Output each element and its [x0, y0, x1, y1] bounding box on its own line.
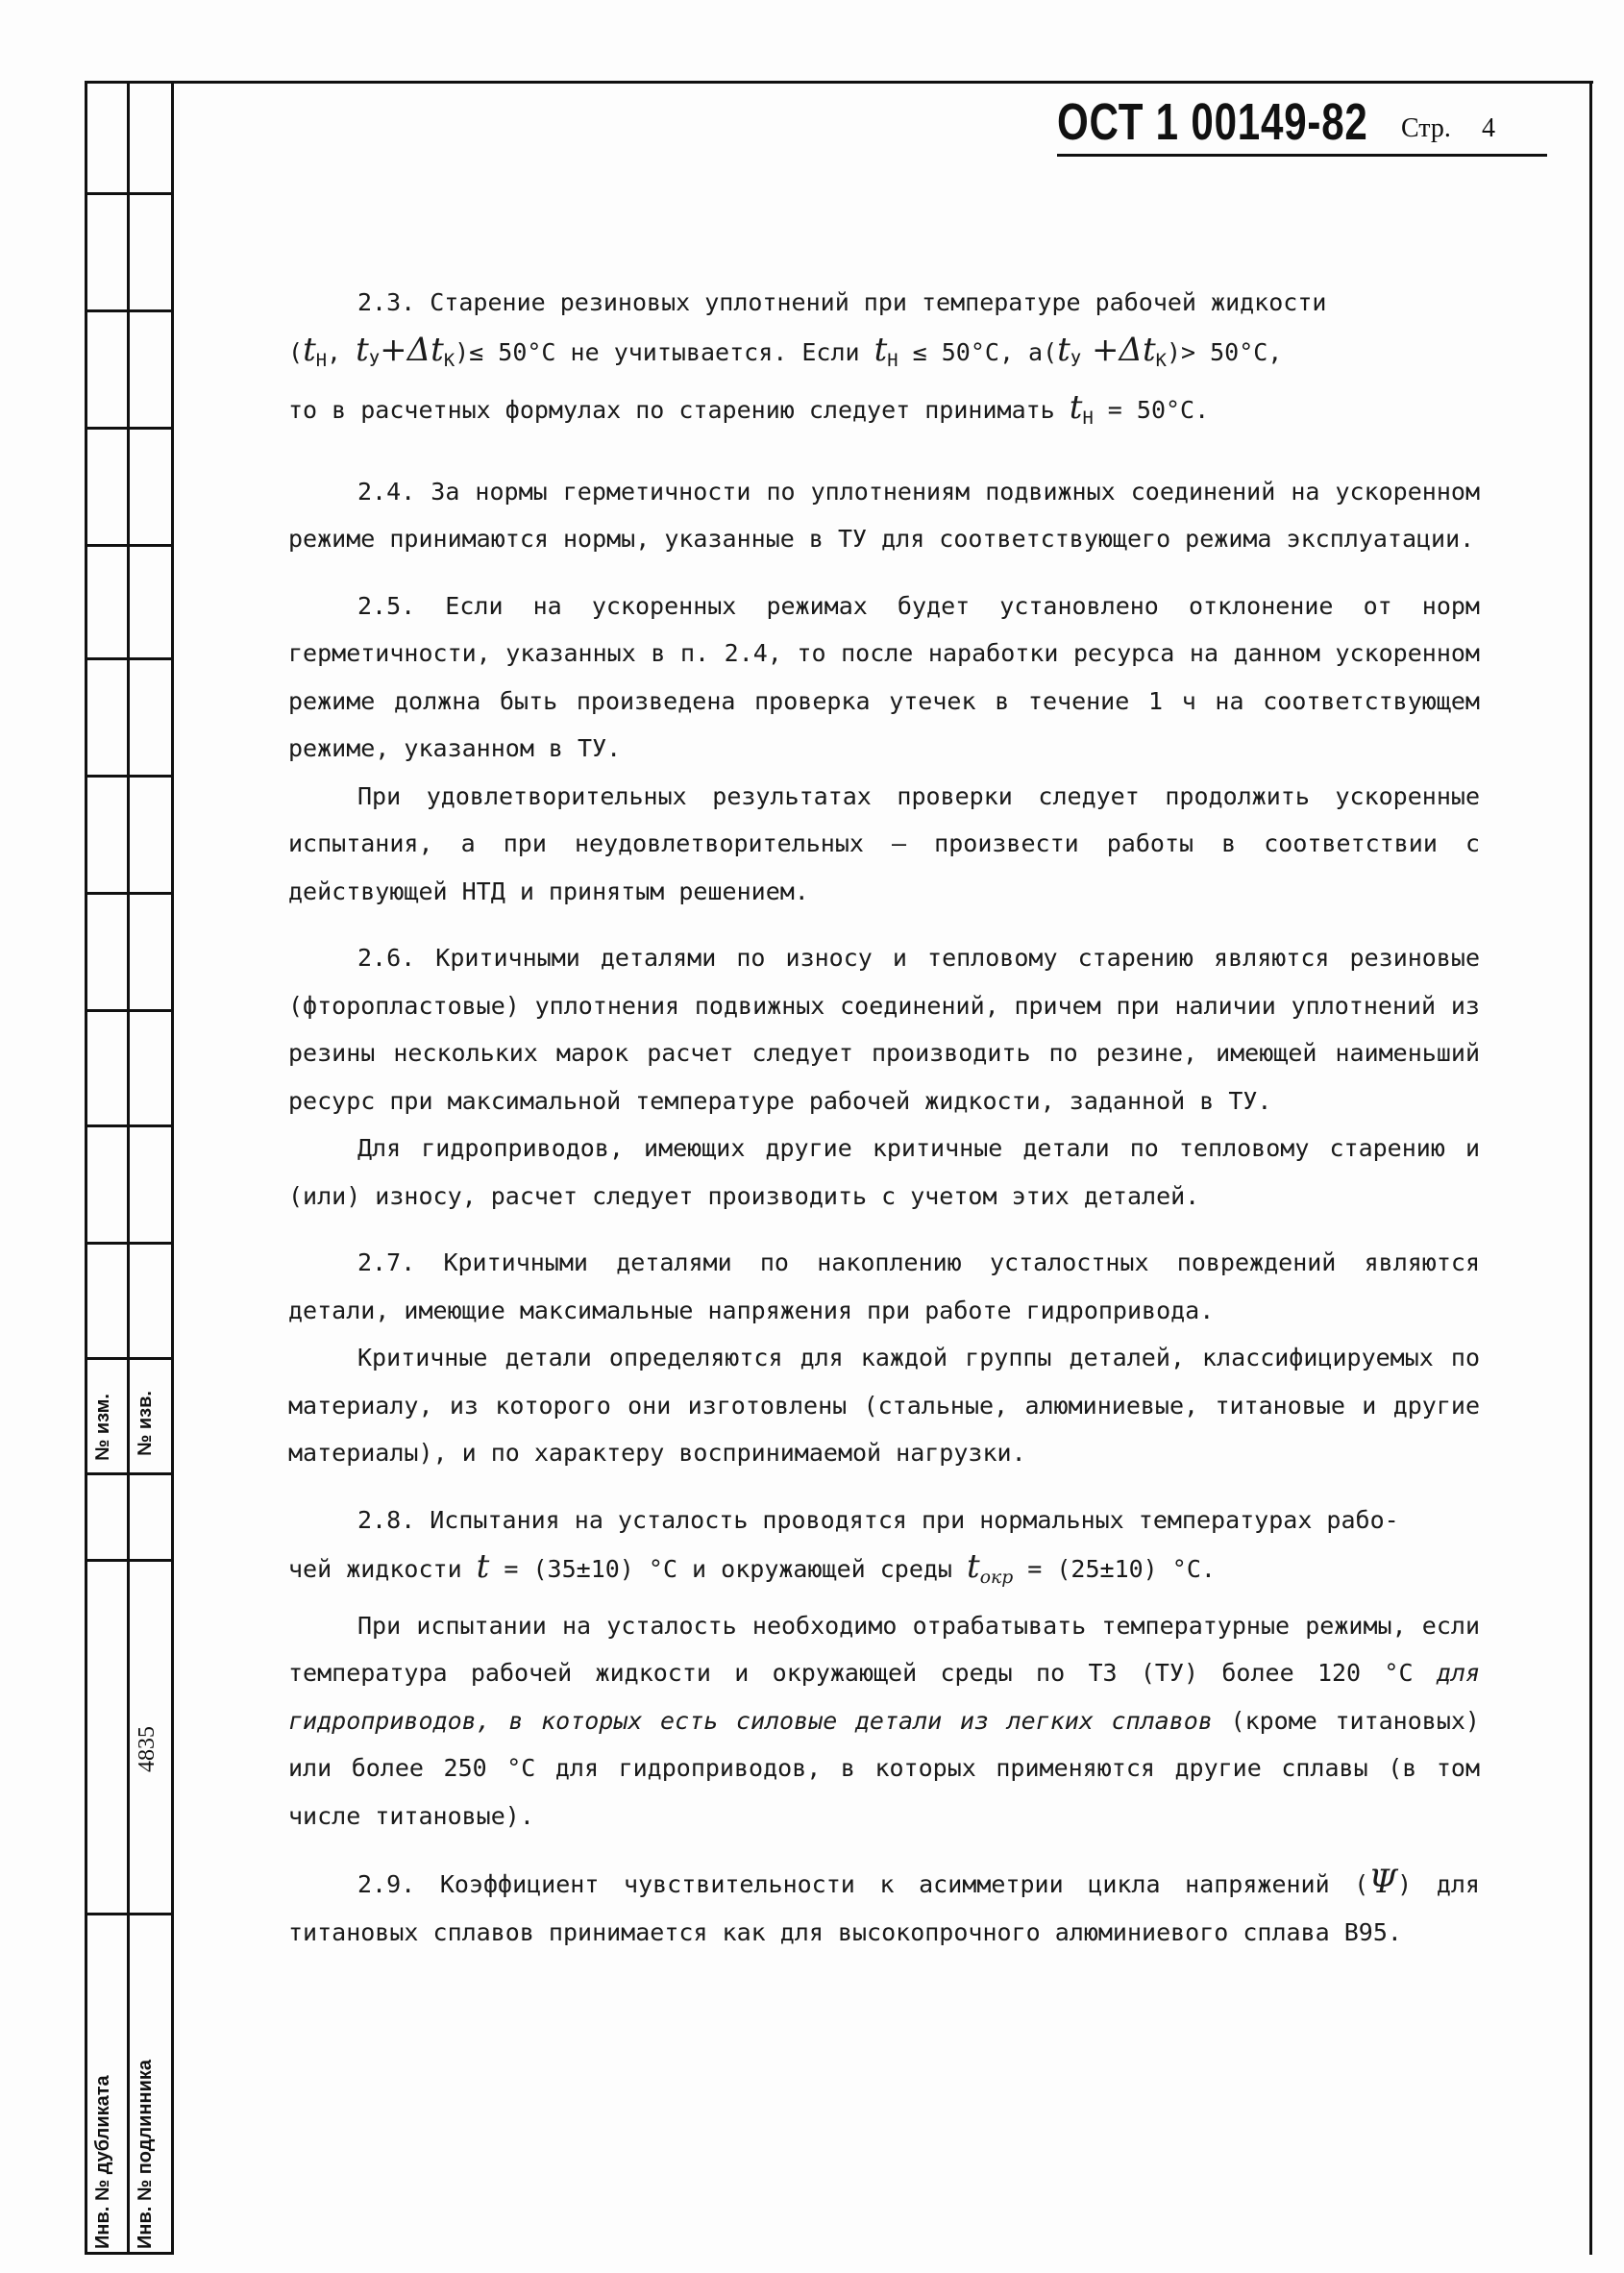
- strip-cell-divider: [85, 1242, 173, 1245]
- italic-fragment: для гидроприводов, в которых есть силовые детали из легких сплавов: [288, 1659, 1480, 1735]
- frame-strip-right: [171, 83, 174, 2255]
- text-fragment: = 50°C.: [1093, 396, 1210, 424]
- page-label: Стр.: [1401, 113, 1451, 143]
- t-symbol: t: [1057, 330, 1070, 369]
- strip-cell-divider: [85, 1124, 173, 1127]
- text-fragment: = (25±10) °C.: [1013, 1555, 1216, 1583]
- section-2-3-line-1: 2.3. Старение резиновых уплотнений при температуре рабочей жидкости: [357, 288, 1327, 316]
- subscript: К: [1155, 350, 1167, 371]
- section-2-8: [288, 1496, 1480, 1602]
- text-fragment: то в расчетных формулах по старению следует принимать: [288, 396, 1070, 424]
- strip-cell-divider: [85, 427, 173, 430]
- text-fragment: При испытании на усталость необходимо отрабатывать температурные режимы, если температура рабочей жидкости и окружающей среды по ТЗ (ТУ) более 120 °C: [288, 1611, 1480, 1687]
- section-2-9: [288, 1859, 1480, 1956]
- strip-cell-divider: [85, 1357, 173, 1360]
- strip-cell-divider: [85, 775, 173, 778]
- frame-bottom-border: [85, 2252, 173, 2255]
- section-2-7: 2.7. Критичными деталями по накоплению усталостных повреждений являются детали, имеющие максимальные напряжения при работе гидропривода.: [288, 1248, 1480, 1324]
- section-2-6-continued: Для гидроприводов, имеющих другие критичные детали по тепловому старению и (или) износу, расчет следует производить с учетом этих деталей.: [288, 1134, 1480, 1210]
- t-symbol: t: [967, 1547, 980, 1586]
- text-fragment: 2.9. Коэффициент чувствительности к асимметрии цикла напряжений (: [357, 1870, 1369, 1898]
- t-symbol: t: [303, 330, 316, 369]
- section-2-8-line-1: 2.8. Испытания на усталость проводятся при нормальных температурах рабо-: [357, 1505, 1399, 1534]
- section-2-7-continued: Критичные детали определяются для каждой группы деталей, классифицируемых по материалу, из которого они изготовлены (стальные, алюминиевые, титановые и другие материалы), и по характеру воспринимаемой нагрузки.: [288, 1344, 1480, 1467]
- subscript: Н: [887, 350, 898, 371]
- text-fragment: ) для титановых сплавов принимается как для высокопрочного алюминиевого сплава В95.: [288, 1870, 1480, 1946]
- strip-cell-divider: [85, 544, 173, 547]
- text-fragment: = (35±10) °C и окружающей среды: [489, 1555, 968, 1583]
- section-2-5: 2.5. Если на ускоренных режимах будет установлено отклонение от норм герметичности, указанных в п. 2.4, то после наработки ресурса на данном ускоренном режиме должна быть произведена проверка утечек в течение 1 ч на соответствующем режиме, указанном в ТУ.: [288, 591, 1480, 762]
- notice-no-label: № изв.: [135, 1391, 156, 1456]
- text-fragment: ,: [327, 337, 357, 366]
- text-fragment: )> 50°C,: [1166, 337, 1283, 366]
- inv-number-value: 4835: [135, 1726, 160, 1772]
- frame-right-border: [1589, 81, 1592, 2255]
- strip-cell-divider: [85, 1009, 173, 1012]
- t-symbol: t: [356, 330, 369, 369]
- text-fragment: чей жидкости: [288, 1555, 477, 1583]
- section-2-3-line-3: [288, 384, 1480, 443]
- header-underline: [1057, 154, 1547, 157]
- original-inv-label: Инв. № подлинника: [135, 2059, 156, 2249]
- section-2-8-line-2: [288, 1544, 1480, 1602]
- page-number: 4: [1482, 113, 1495, 143]
- section-2-4: 2.4. За нормы герметичности по уплотнениям подвижных соединений на ускоренном режиме принимаются нормы, указанные в ТУ для соответствующего режима эксплуатации.: [288, 477, 1480, 553]
- delta-t-symbol: +Δt: [380, 330, 444, 369]
- subscript: Н: [1082, 408, 1094, 429]
- duplicate-inv-label: Инв. № дубликата: [92, 2075, 113, 2249]
- frame-left-border: [85, 83, 87, 2255]
- strip-cell-divider: [85, 192, 173, 195]
- text-fragment: )≤ 50°C не учитывается. Если: [455, 337, 874, 366]
- page-header: [1057, 92, 1557, 169]
- strip-cell-divider: [85, 657, 173, 660]
- document-code: ОСТ 1 00149-82: [1057, 93, 1368, 151]
- subscript: Н: [315, 350, 328, 371]
- subscript: окр: [979, 1568, 1014, 1588]
- strip-cell-divider: [85, 1559, 173, 1562]
- subscript: У: [1070, 350, 1082, 371]
- strip-cell-divider: [85, 1913, 173, 1915]
- change-no-label: № изм.: [92, 1394, 113, 1461]
- section-2-3-line-2: [288, 327, 1480, 385]
- strip-cell-divider: [85, 1472, 173, 1475]
- strip-cell-divider: [85, 309, 173, 312]
- subscript: У: [368, 350, 381, 371]
- section-2-3: [288, 279, 1480, 443]
- t-symbol: t: [476, 1547, 490, 1586]
- t-symbol: t: [1069, 388, 1083, 427]
- text-fragment: (кроме титановых) или более 250 °C для гидроприводов, в которых применяются другие сплавы (в том числе титановые).: [288, 1706, 1480, 1830]
- t-symbol: t: [874, 330, 888, 369]
- strip-cell-divider: [85, 892, 173, 895]
- frame-top-border: [85, 81, 1593, 84]
- subscript: К: [443, 350, 455, 371]
- section-2-5-continued: При удовлетворительных результатах проверки следует продолжить ускоренные испытания, а при неудовлетворительных – произвести работы в соответствии с действующей НТД и принятым решением.: [288, 781, 1480, 905]
- text-fragment: ≤ 50°C, а(: [898, 337, 1058, 366]
- section-2-8-continued: [288, 1602, 1480, 1841]
- psi-symbol: Ψ: [1368, 1863, 1398, 1901]
- section-2-6: 2.6. Критичными деталями по износу и тепловому старению являются резиновые (фторопластовые) уплотнения подвижных соединений, причем при наличии уплотнений из резины нескольких марок расчет следует производить по резине, имеющей наименьший ресурс при максимальной температуре рабочей жидкости, заданной в ТУ.: [288, 944, 1480, 1115]
- delta-t-symbol: +Δt: [1081, 330, 1156, 369]
- frame-strip-divider: [127, 83, 130, 2255]
- document-body: [288, 279, 1480, 1956]
- text-fragment: (: [288, 337, 304, 366]
